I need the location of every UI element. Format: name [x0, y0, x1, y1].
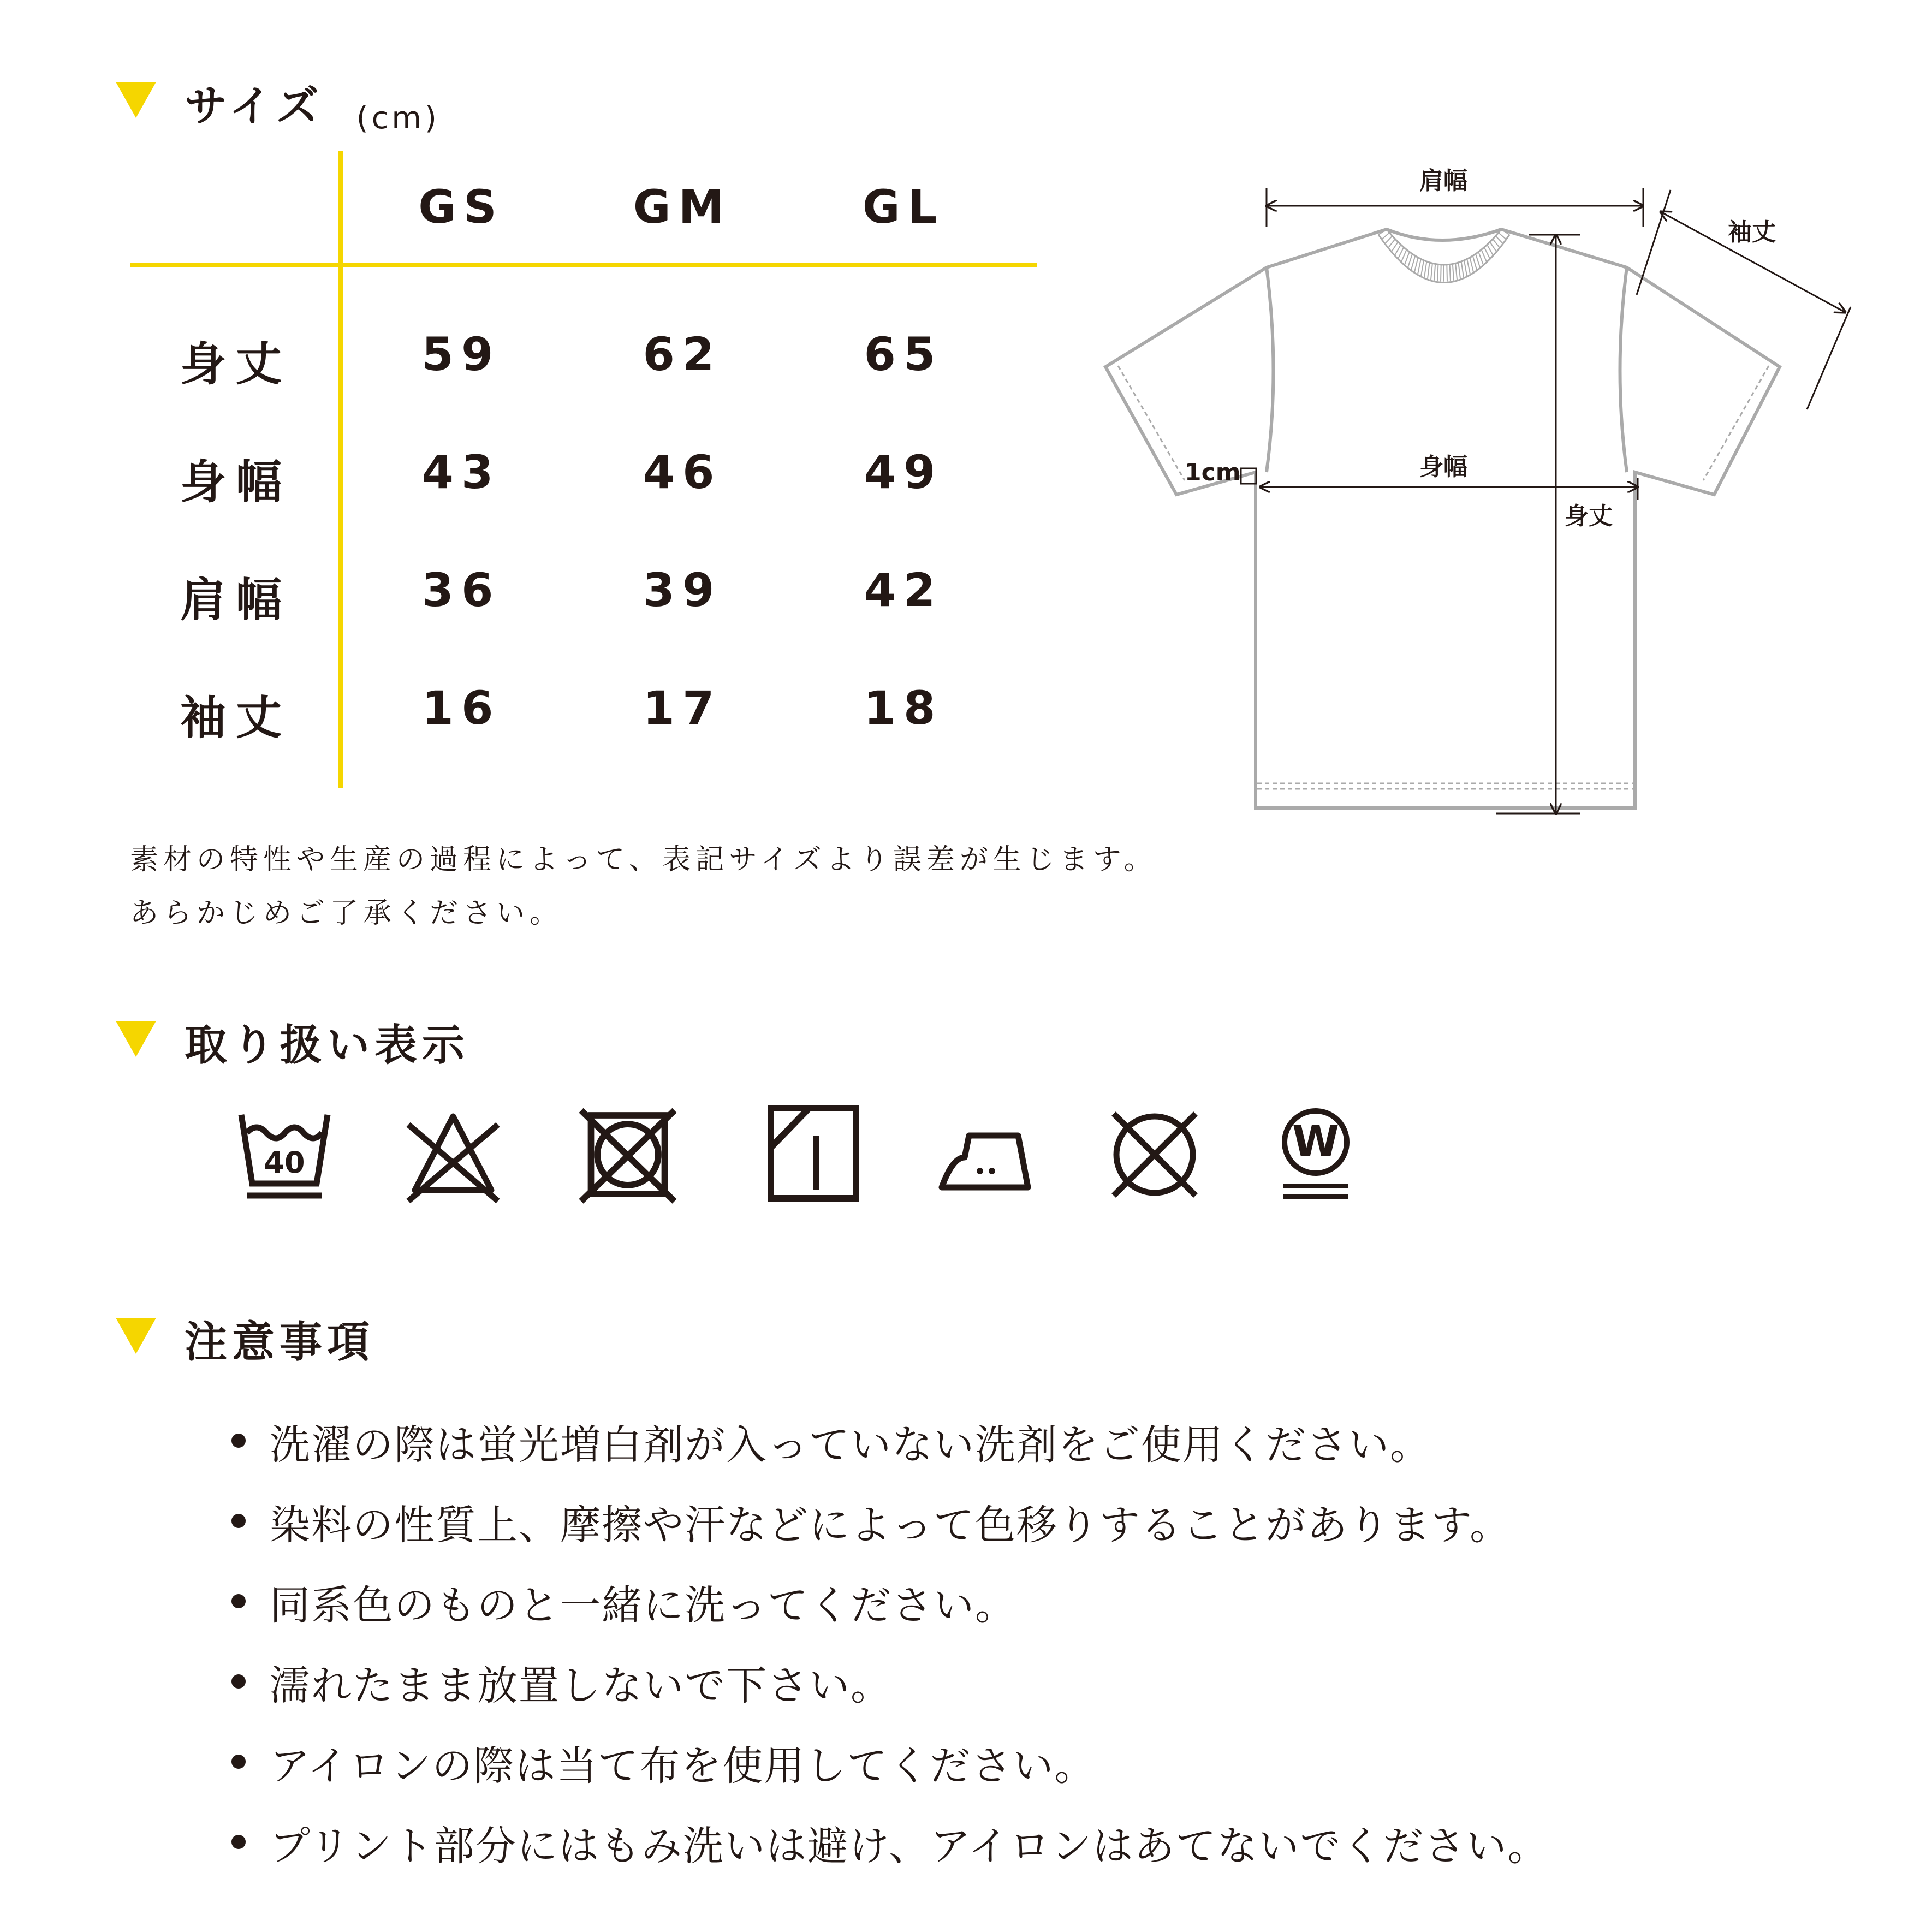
collar-rib-line	[1418, 259, 1421, 275]
table-cell: 65	[864, 328, 943, 381]
row-label-sleeve: 袖丈	[180, 691, 292, 745]
collar-rib-line	[1496, 236, 1503, 243]
collar-rib-line	[1437, 264, 1438, 281]
line-dry-shade-icon	[764, 1103, 863, 1206]
triangle-marker-icon	[116, 1318, 156, 1354]
table-cell: 16	[421, 681, 501, 735]
bullet-icon	[231, 1674, 246, 1689]
wash-temperature: 40	[264, 1145, 305, 1180]
collar-rib-line	[1467, 259, 1470, 275]
bullet-icon	[231, 1755, 246, 1769]
collar-rib-line	[1382, 233, 1389, 239]
diagram-label-shoulder: 肩幅	[1419, 167, 1467, 195]
table-horizontal-divider	[130, 263, 1037, 267]
column-header-gm: GM	[633, 180, 732, 234]
no-dry-clean-icon	[1105, 1103, 1204, 1206]
size-note-line-2: あらかじめご了承ください。	[130, 897, 563, 930]
row-label-width: 身幅	[180, 455, 292, 509]
collar-rib-line	[1493, 239, 1500, 248]
collar-rib-line	[1453, 263, 1454, 281]
collar-rib-line	[1385, 236, 1393, 243]
collar-rib-line	[1434, 263, 1435, 281]
table-cell: 62	[643, 328, 722, 381]
wet-clean-gentle-icon	[1267, 1103, 1365, 1206]
collar-rib-line	[1455, 263, 1457, 280]
collar-rib-line	[1431, 263, 1432, 280]
care-section-title: 取り扱い表示	[185, 1021, 470, 1070]
collar-rib-line	[1458, 262, 1460, 279]
table-cell: 39	[643, 563, 722, 617]
table-vertical-divider	[338, 151, 343, 788]
row-label-shoulder: 肩幅	[180, 573, 292, 627]
bullet-icon	[231, 1514, 246, 1528]
diagram-label-width: 身幅	[1419, 453, 1467, 481]
column-header-gs: GS	[418, 180, 504, 234]
collar-rib-line	[1461, 261, 1464, 277]
collar-rib-line	[1473, 255, 1477, 270]
collar-rib-line	[1470, 257, 1473, 272]
size-note-line-1: 素材の特性や生産の過程によって、表記サイズより誤差が生じます。	[130, 843, 1157, 876]
cautions-section-title: 注意事項	[185, 1318, 375, 1367]
table-cell: 18	[864, 681, 943, 735]
table-cell: 59	[421, 328, 501, 381]
collar-rib-line	[1421, 260, 1424, 276]
table-cell: 36	[421, 563, 501, 617]
diagram-label-offset: 1cm	[1185, 459, 1241, 486]
collar-rib-line	[1424, 261, 1427, 277]
bullet-icon	[231, 1434, 246, 1448]
wet-clean-letter: W	[1292, 1117, 1340, 1167]
caution-text: プリント部分にはもみ洗いは避け、アイロンはあてないでください。	[270, 1823, 1549, 1870]
caution-text: 同系色のものと一緒に洗ってください。	[270, 1582, 1016, 1629]
size-section-title: サイズ	[185, 82, 324, 131]
wash-40-icon	[235, 1103, 333, 1206]
table-cell: 17	[643, 681, 722, 735]
column-header-gl: GL	[862, 180, 945, 234]
caution-text: 濡れたまま放置しないで下さい。	[270, 1662, 892, 1709]
no-bleach-icon	[404, 1103, 502, 1206]
row-label-length: 身丈	[180, 337, 292, 391]
collar-rib-line	[1388, 239, 1395, 248]
collar-rib-line	[1414, 257, 1418, 272]
caution-text: 洗濯の際は蛍光増白剤が入っていない洗剤をご使用ください。	[270, 1422, 1431, 1469]
table-cell: 49	[864, 445, 943, 499]
triangle-marker-icon	[116, 1021, 156, 1057]
diagram-label-length: 身丈	[1565, 502, 1613, 530]
tshirt-measurement-diagram	[1092, 153, 1856, 830]
bullet-icon	[231, 1835, 246, 1849]
caution-text: アイロンの際は当て布を使用してください。	[270, 1743, 1096, 1790]
table-cell: 46	[643, 445, 722, 499]
caution-text: 染料の性質上、摩擦や汗などによって色移りすることがあります。	[270, 1502, 1512, 1549]
collar-rib-line	[1428, 262, 1430, 279]
table-cell: 43	[421, 445, 501, 499]
size-unit: (cm)	[356, 100, 440, 136]
iron-low-icon	[936, 1103, 1035, 1206]
collar-rib-line	[1499, 233, 1506, 239]
collar-rib-line	[1411, 255, 1416, 270]
bullet-icon	[231, 1594, 246, 1608]
collar-rib-line	[1450, 264, 1451, 281]
diagram-label-sleeve: 袖丈	[1728, 218, 1776, 246]
triangle-marker-icon	[116, 82, 156, 118]
tshirt-outline	[1105, 229, 1780, 808]
no-tumble-dry-icon	[579, 1103, 677, 1206]
collar-rib-line	[1464, 260, 1467, 276]
table-cell: 42	[864, 563, 943, 617]
